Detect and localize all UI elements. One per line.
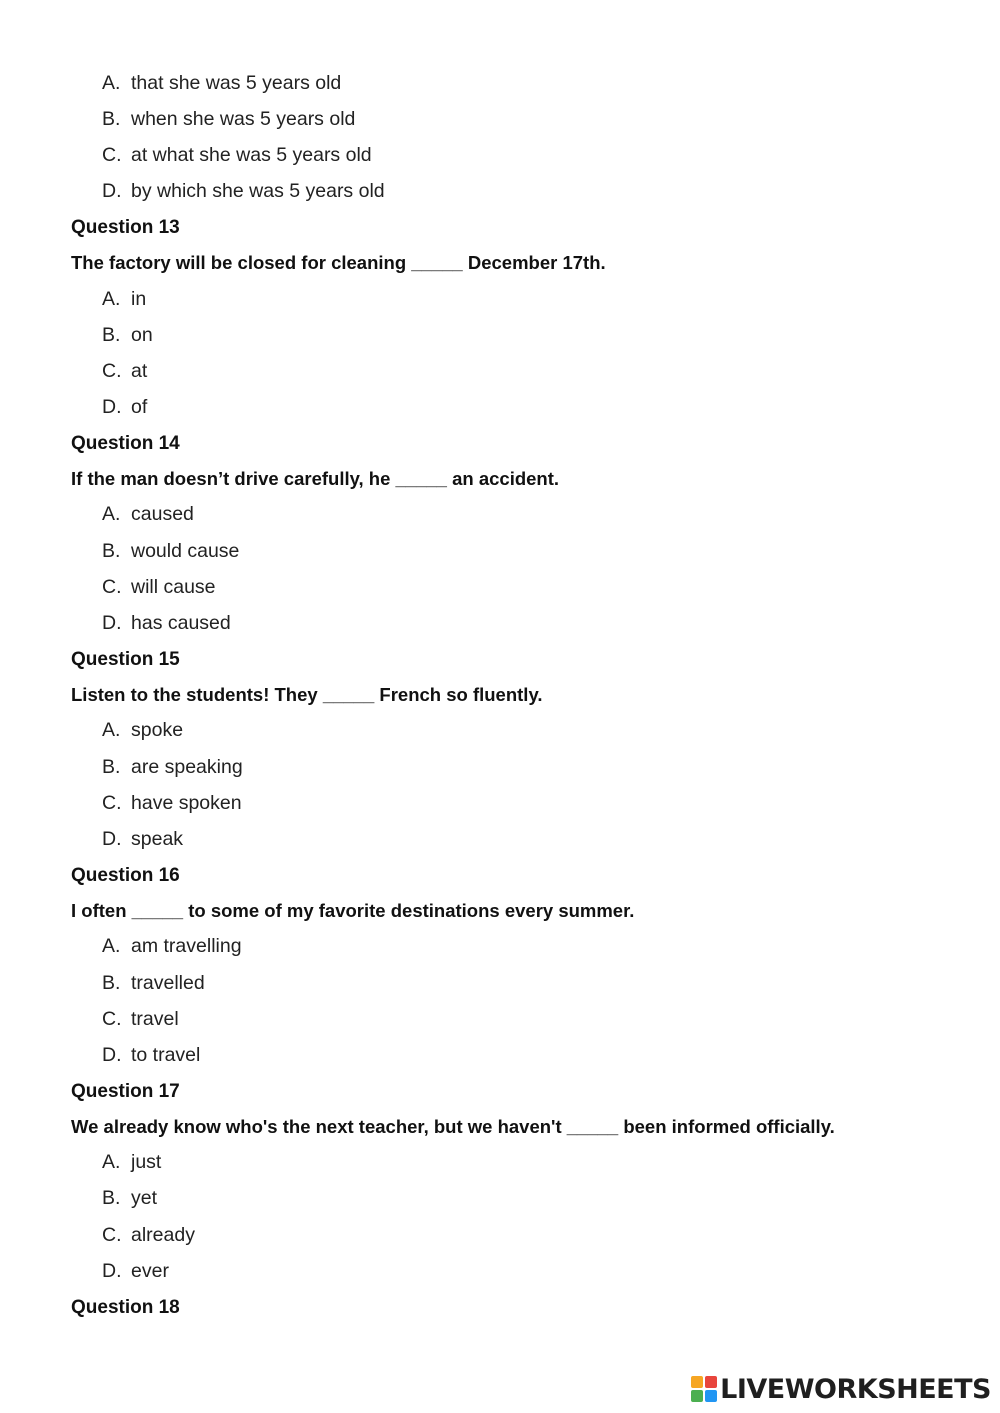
answer-option[interactable] — [71, 1181, 971, 1217]
option-text: yet — [131, 1187, 158, 1210]
answer-option[interactable] — [71, 317, 971, 353]
liveworksheets-logo[interactable] — [691, 1369, 991, 1409]
option-letter: B. — [102, 971, 121, 994]
answer-option[interactable] — [71, 137, 971, 173]
option-text: travelled — [131, 971, 205, 994]
answer-option[interactable] — [71, 390, 971, 426]
option-text: on — [131, 323, 153, 346]
option-text: travel — [131, 1007, 179, 1030]
question-heading: Question 17 — [71, 1080, 180, 1102]
option-letter: A. — [102, 1151, 121, 1174]
option-text: at what she was 5 years old — [131, 143, 372, 166]
option-text: already — [131, 1223, 195, 1246]
answer-option[interactable] — [71, 533, 971, 569]
question-text: If the man doesn’t drive carefully, he _____ an accident. — [71, 468, 560, 490]
question-text: Listen to the students! They _____ French so fluently. — [71, 684, 543, 706]
option-letter: D. — [102, 180, 122, 203]
worksheet-content — [71, 65, 971, 1326]
answer-option[interactable] — [71, 174, 971, 210]
option-letter: C. — [102, 1007, 122, 1030]
option-text: are speaking — [131, 755, 243, 778]
question-heading: Question 14 — [71, 432, 180, 454]
question-heading: Question 13 — [71, 216, 180, 238]
option-letter: A. — [102, 287, 121, 310]
option-text: am travelling — [131, 935, 242, 958]
option-text: that she was 5 years old — [131, 71, 342, 94]
option-text: would cause — [131, 539, 240, 562]
answer-option[interactable] — [71, 821, 971, 857]
option-letter: A. — [102, 935, 121, 958]
option-text: caused — [131, 503, 194, 526]
option-text: in — [131, 287, 147, 310]
option-letter: D. — [102, 1259, 122, 1282]
option-letter: B. — [102, 107, 121, 130]
answer-option[interactable] — [71, 65, 971, 101]
answer-option[interactable] — [71, 749, 971, 785]
option-letter: A. — [102, 719, 121, 742]
answer-option[interactable] — [71, 965, 971, 1001]
option-letter: B. — [102, 755, 121, 778]
option-letter: C. — [102, 1223, 122, 1246]
option-text: just — [131, 1151, 162, 1174]
answer-option[interactable] — [71, 1253, 971, 1289]
question-text: We already know who's the next teacher, but we haven't _____ been informed officially. — [71, 1116, 835, 1138]
logo-text: LIVEWORKSHEETS — [720, 1373, 991, 1405]
question-heading: Question 18 — [71, 1296, 180, 1318]
option-text: has caused — [131, 612, 231, 635]
answer-option[interactable] — [71, 101, 971, 137]
option-text: ever — [131, 1259, 169, 1282]
option-text: when she was 5 years old — [131, 107, 356, 130]
answer-option[interactable] — [71, 605, 971, 641]
option-letter: D. — [102, 396, 122, 419]
answer-option[interactable] — [71, 569, 971, 605]
option-letter: D. — [102, 1043, 122, 1066]
option-letter: B. — [102, 539, 121, 562]
option-letter: A. — [102, 71, 121, 94]
option-text: speak — [131, 827, 184, 850]
option-text: to travel — [131, 1043, 201, 1066]
option-text: spoke — [131, 719, 184, 742]
answer-option[interactable] — [71, 497, 971, 533]
answer-option[interactable] — [71, 1145, 971, 1181]
answer-option[interactable] — [71, 785, 971, 821]
answer-option[interactable] — [71, 929, 971, 965]
option-letter: C. — [102, 359, 122, 382]
answer-option[interactable] — [71, 1037, 971, 1073]
question-heading: Question 16 — [71, 864, 180, 886]
option-letter: A. — [102, 503, 121, 526]
option-text: at — [131, 359, 148, 382]
option-letter: C. — [102, 575, 122, 598]
answer-option[interactable] — [71, 353, 971, 389]
answer-option[interactable] — [71, 1001, 971, 1037]
answer-option[interactable] — [71, 281, 971, 317]
answer-option[interactable] — [71, 713, 971, 749]
option-letter: D. — [102, 612, 122, 635]
question-heading: Question 15 — [71, 648, 180, 670]
option-text: will cause — [131, 575, 216, 598]
option-text: have spoken — [131, 791, 242, 814]
option-letter: B. — [102, 323, 121, 346]
question-text: The factory will be closed for cleaning _____ December 17th. — [71, 252, 606, 274]
question-text: I often _____ to some of my favorite destinations every summer. — [71, 900, 635, 922]
option-text: by which she was 5 years old — [131, 180, 385, 203]
option-letter: C. — [102, 791, 122, 814]
option-letter: C. — [102, 143, 122, 166]
option-text: of — [131, 396, 148, 419]
option-letter: D. — [102, 827, 122, 850]
option-letter: B. — [102, 1187, 121, 1210]
answer-option[interactable] — [71, 1217, 971, 1253]
liveworksheets-logo-icon — [691, 1376, 717, 1402]
